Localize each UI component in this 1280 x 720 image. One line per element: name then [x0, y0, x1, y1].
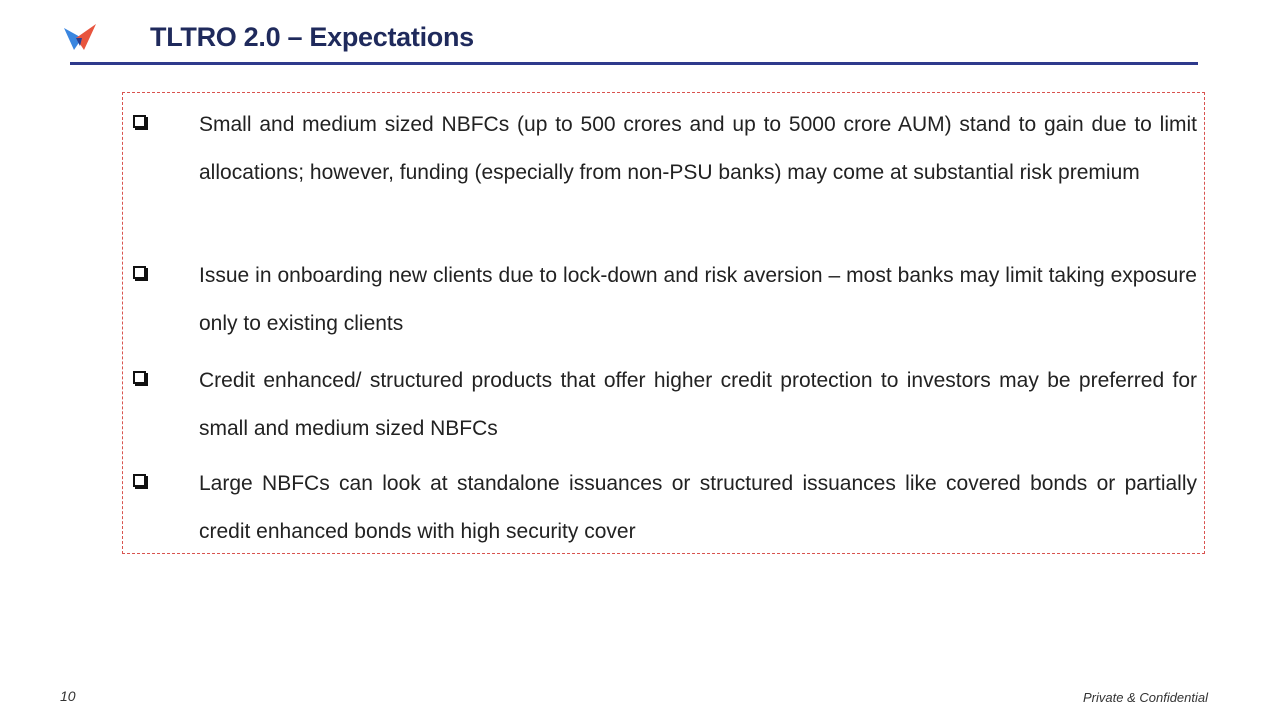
page-number: 10 — [60, 688, 76, 704]
company-logo-icon — [64, 24, 96, 52]
bullet-item — [133, 460, 1197, 555]
title-divider — [70, 62, 1198, 65]
bullet-item — [133, 101, 1197, 196]
checkbox-bullet-icon — [133, 115, 146, 128]
bullet-text: Small and medium sized NBFCs (up to 500 crores and up to 5000 crore AUM) stand to gain due to limit allocations; however, funding (especially from non-PSU banks) may come at substantial risk premium — [199, 113, 1197, 184]
bullet-text: Credit enhanced/ structured products that offer higher credit protection to investors may be preferred for small and medium sized NBFCs — [199, 369, 1197, 440]
slide-title: TLTRO 2.0 – Expectations — [150, 22, 474, 52]
checkbox-bullet-icon — [133, 474, 146, 487]
bullet-text: Large NBFCs can look at standalone issuances or structured issuances like covered bonds or partially credit enhanced bonds with high security cover — [199, 472, 1197, 543]
bullet-item — [133, 252, 1197, 347]
checkbox-bullet-icon — [133, 371, 146, 384]
bullet-item — [133, 357, 1197, 452]
bullet-text: Issue in onboarding new clients due to lock-down and risk aversion – most banks may limit taking exposure only to existing clients — [199, 264, 1197, 335]
confidential-label: Private & Confidential — [1083, 690, 1209, 705]
content-box — [122, 92, 1205, 554]
checkbox-bullet-icon — [133, 266, 146, 279]
